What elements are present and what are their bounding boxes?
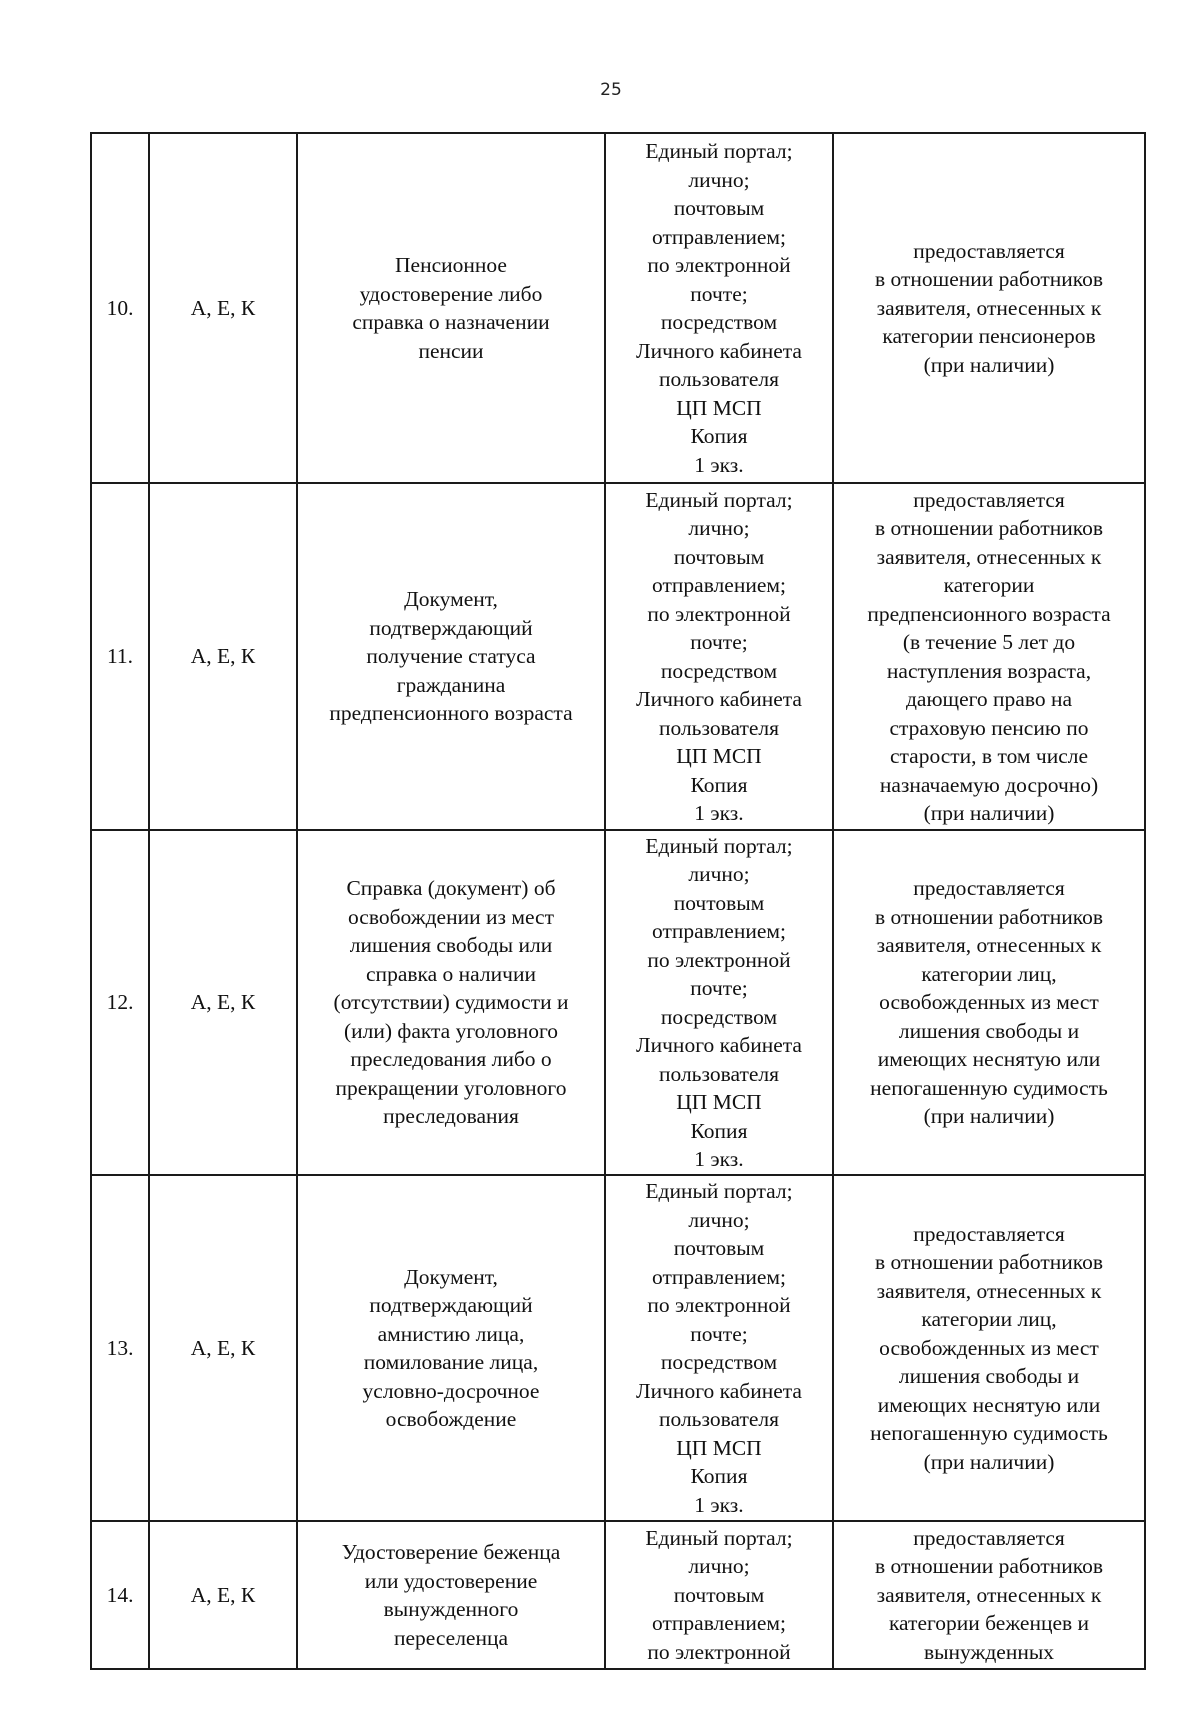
- table-row: [91, 1175, 1145, 1521]
- applicant-codes: А, Е, К: [149, 483, 297, 830]
- page-number: 25: [600, 80, 622, 100]
- table-row: [91, 1521, 1145, 1669]
- document-name: Документ, подтверждающий амнистию лица, помилование лица, условно-досрочное освобождение: [297, 1175, 605, 1521]
- documents-table: [90, 132, 1146, 1670]
- applicant-codes: А, Е, К: [149, 1175, 297, 1521]
- table-row: [91, 830, 1145, 1175]
- document-name: Пенсионное удостоверение либо справка о назначении пенсии: [297, 133, 605, 483]
- row-number: 13.: [91, 1175, 149, 1521]
- document-name: Документ, подтверждающий получение статуса гражданина предпенсионного возраста: [297, 483, 605, 830]
- document-name: Удостоверение беженца или удостоверение вынужденного переселенца: [297, 1521, 605, 1669]
- row-number: 14.: [91, 1521, 149, 1669]
- submission-method: Единый портал; лично; почтовым отправлением; по электронной: [605, 1521, 833, 1669]
- submission-condition: предоставляется в отношении работников заявителя, отнесенных к категории лиц, освобожденных из мест лишения свободы и имеющих неснятую или непогашенную судимость (при наличии): [833, 830, 1145, 1175]
- table-row: [91, 133, 1145, 483]
- submission-method: Единый портал; лично; почтовым отправлением; по электронной почте; посредством Личного кабинета пользователя ЦП МСП Копия 1 экз.: [605, 1175, 833, 1521]
- submission-condition: предоставляется в отношении работников заявителя, отнесенных к категории беженцев и вынужденных: [833, 1521, 1145, 1669]
- row-number: 10.: [91, 133, 149, 483]
- submission-method: Единый портал; лично; почтовым отправлением; по электронной почте; посредством Личного кабинета пользователя ЦП МСП Копия 1 экз.: [605, 133, 833, 483]
- document-name: Справка (документ) об освобождении из мест лишения свободы или справка о наличии (отсутствии) судимости и (или) факта уголовного преследования либо о прекращении уголовного преследования: [297, 830, 605, 1175]
- row-number: 12.: [91, 830, 149, 1175]
- row-number: 11.: [91, 483, 149, 830]
- submission-condition: предоставляется в отношении работников заявителя, отнесенных к категории лиц, освобожденных из мест лишения свободы и имеющих неснятую или непогашенную судимость (при наличии): [833, 1175, 1145, 1521]
- submission-method: Единый портал; лично; почтовым отправлением; по электронной почте; посредством Личного кабинета пользователя ЦП МСП Копия 1 экз.: [605, 483, 833, 830]
- table-row: [91, 483, 1145, 830]
- applicant-codes: А, Е, К: [149, 1521, 297, 1669]
- applicant-codes: А, Е, К: [149, 830, 297, 1175]
- submission-condition: предоставляется в отношении работников заявителя, отнесенных к категории предпенсионного возраста (в течение 5 лет до наступления возраста, дающего право на страховую пенсию по старости, в том числе назначаемую досрочно) (при наличии): [833, 483, 1145, 830]
- submission-condition: предоставляется в отношении работников заявителя, отнесенных к категории пенсионеров (при наличии): [833, 133, 1145, 483]
- submission-method: Единый портал; лично; почтовым отправлением; по электронной почте; посредством Личного кабинета пользователя ЦП МСП Копия 1 экз.: [605, 830, 833, 1175]
- applicant-codes: А, Е, К: [149, 133, 297, 483]
